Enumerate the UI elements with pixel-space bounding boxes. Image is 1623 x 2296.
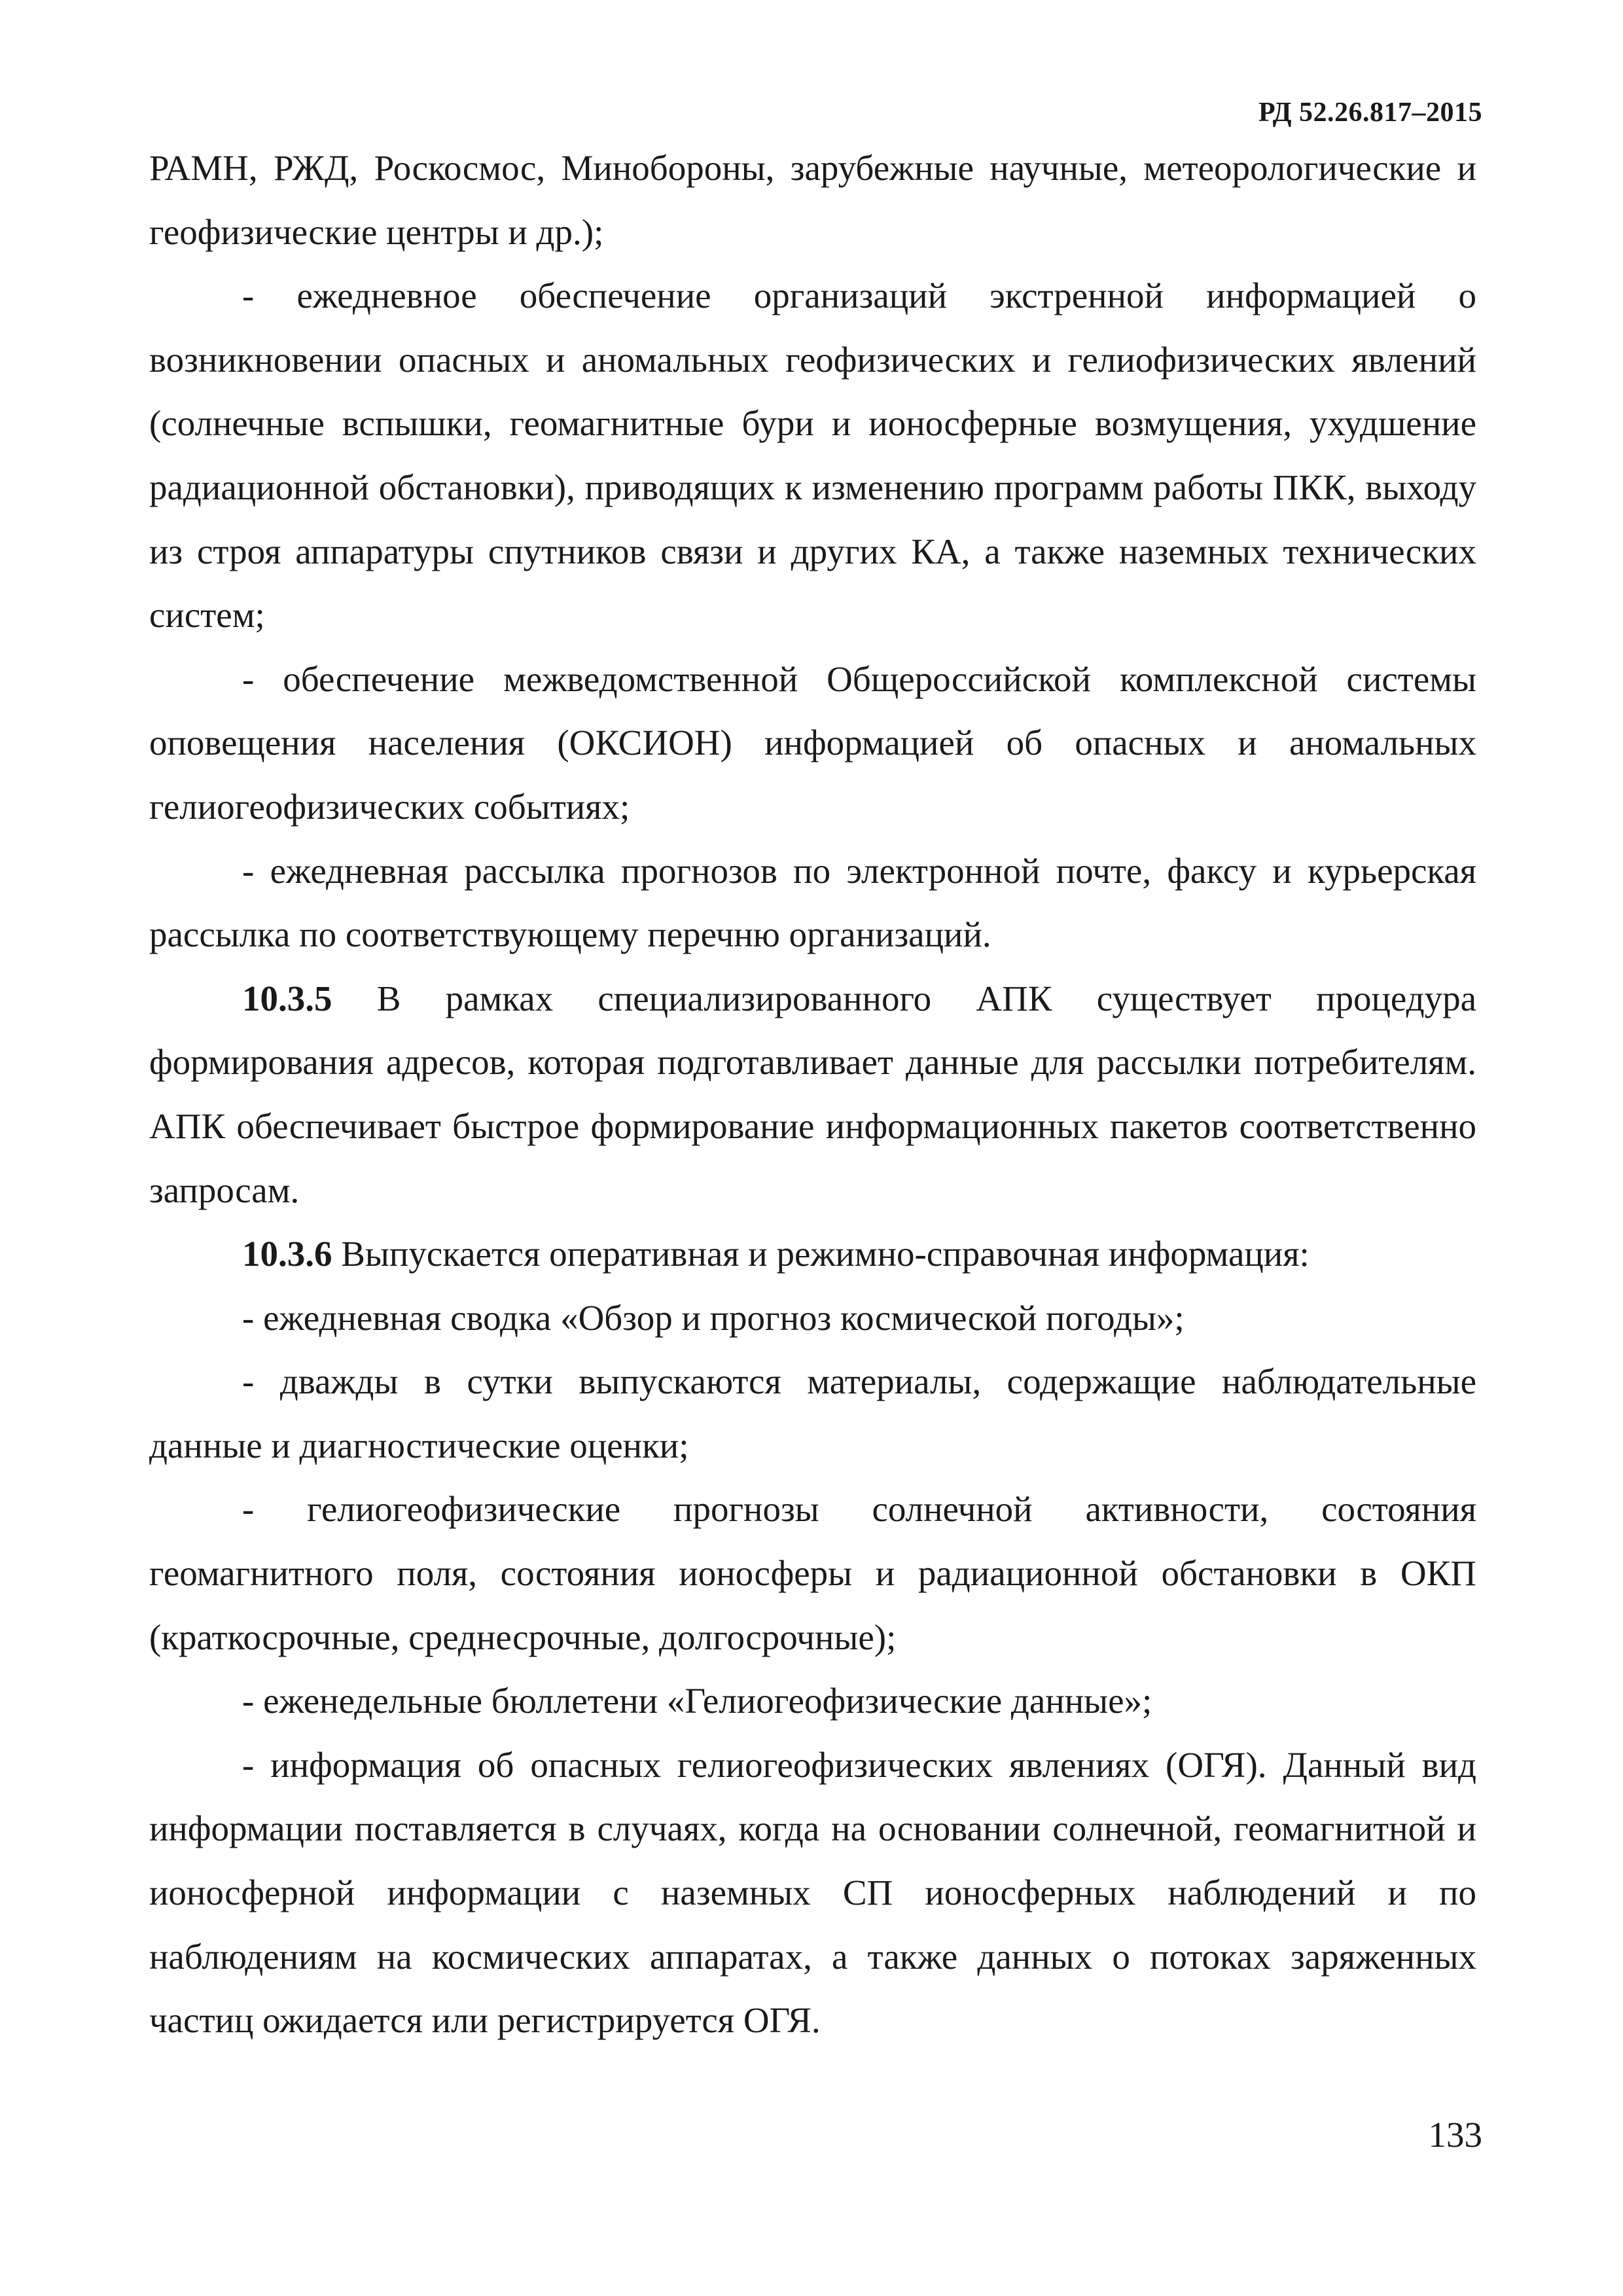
paragraph-continuation [149,136,1476,264]
list-item [149,1286,1476,1350]
paragraph-text: - обеспечение межведомственной Общероссийской комплексной системы оповещения населения (ОКСИОН) информацией об опасных и аномальных гелиогеофизических событиях; [149,658,1476,827]
paragraph-text: - ежедневная рассылка прогнозов по электронной почте, факсу и курьерская рассылка по соответствующему перечню организаций. [149,850,1476,955]
body-text [149,136,1476,2053]
section-paragraph [149,967,1476,1222]
section-number: 10.3.6 [242,1234,332,1274]
paragraph-text: - ежедневное обеспечение организаций экстренной информацией о возникновении опасных и аномальных геофизических и гелиофизических явлений (солнечные вспышки, геомагнитные бури и ионосферные возмущения, ухудшение радиационной обстановки), приводящих к изменению программ работы ПКК, выходу из строя аппаратуры спутников связи и других КА, а также наземных технических систем; [149,276,1476,636]
list-item [149,647,1476,839]
paragraph-text: Выпускается оперативная и режимно-справочная информация: [332,1234,1310,1274]
list-item [149,1477,1476,1669]
document-code: РД 52.26.817–2015 [1258,98,1482,128]
list-item [149,1350,1476,1477]
page-number: 133 [1428,2115,1482,2155]
paragraph-text: - дважды в сутки выпускаются материалы, содержащие наблюдательные данные и диагностические оценки; [149,1361,1476,1465]
paragraph-text: - ежедневная сводка «Обзор и прогноз космической погоды»; [242,1297,1185,1338]
list-item [149,839,1476,967]
paragraph-text: В рамках специализированного АПК существует процедура формирования адресов, которая подготавливает данные для рассылки потребителям. АПК обеспечивает быстрое формирование информационных пакетов соответственно запросам. [149,978,1476,1210]
paragraph-text: - еженедельные бюллетени «Гелиогеофизические данные»; [242,1681,1152,1721]
section-number: 10.3.5 [242,978,332,1018]
section-paragraph [149,1222,1476,1286]
list-item [149,264,1476,647]
list-item [149,1669,1476,1733]
paragraph-text: РАМН, РЖД, Роскосмос, Минобороны, зарубежные научные, метеорологические и геофизические центры и др.); [149,148,1476,252]
paragraph-text: - информация об опасных гелиогеофизических явлениях (ОГЯ). Данный вид информации поставляется в случаях, когда на основании солнечной, геомагнитной и ионосферной информации с наземных СП ионосферных наблюдений и по наблюдениям на космических аппаратах, а также данных о потоках заряженных частиц ожидается или регистрируется ОГЯ. [149,1744,1476,2041]
list-item [149,1733,1476,2053]
paragraph-text: - гелиогеофизические прогнозы солнечной активности, состояния геомагнитного поля, состояния ионосферы и радиационной обстановки в ОКП (краткосрочные, среднесрочные, долгосрочные); [149,1489,1476,1657]
